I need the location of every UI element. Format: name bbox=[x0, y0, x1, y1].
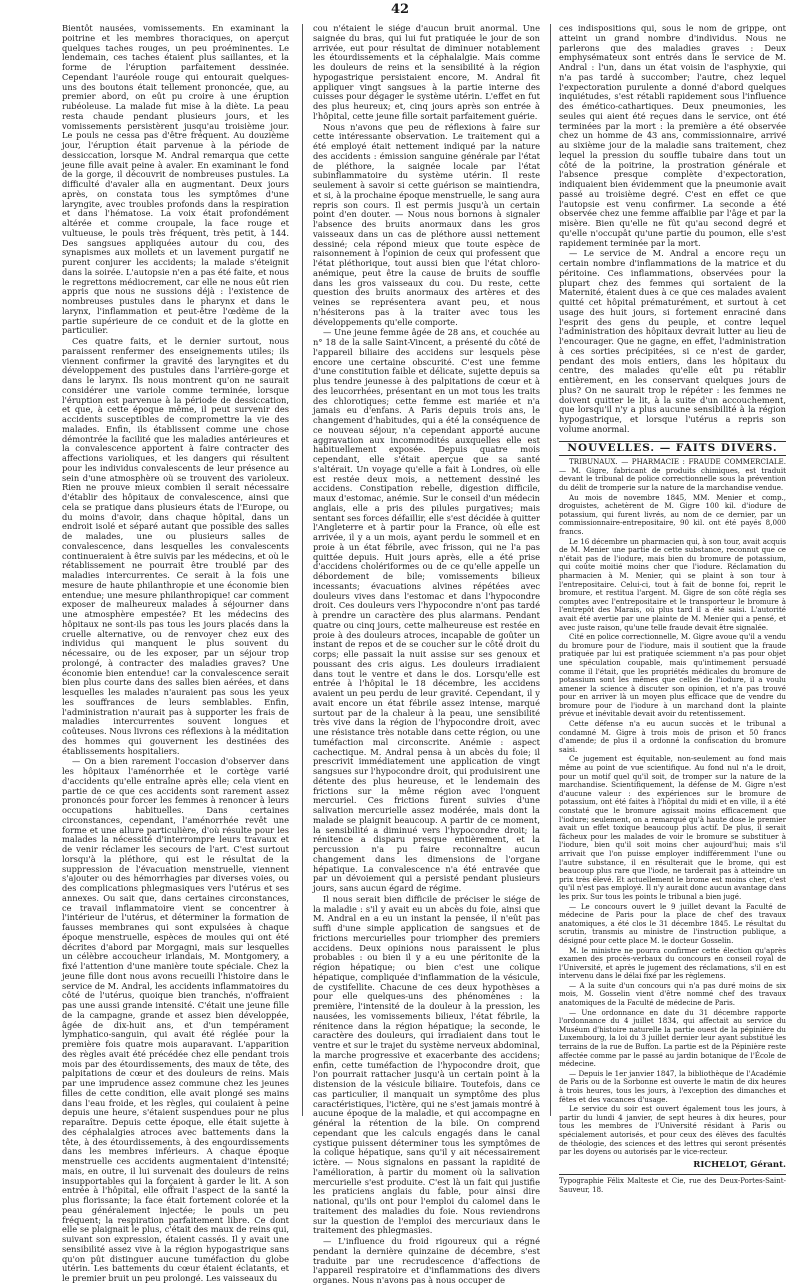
paragraph: — L'influence du froid rigoureux qui a régné pendant la dernière quinzaine de décembre, s'est traduite par une recrudescence d'affections de l'appareil respiratoire et d'inflammations des divers organes. Nous n'avons pas à nous occuper de bbox=[313, 1236, 540, 1285]
column-rule-left bbox=[302, 24, 303, 1116]
paragraph: Ces quatre faits, et le dernier surtout, nous paraissent renfermer des enseignements utiles; ils viennent confirmer la gravité des laryngites et du développement des pustules dans l'arrière-gorge et dans le larynx. Ils nous montrent qu'on ne saurait considérer une variole comme terminée, lorsque l'éruption est parvenue à la période de dessiccation, et que, à cette époque même, il peut survenir des accidents susceptibles de compromettre la vie des malades. Enfin, ils établissent comme une chose démontrée la facilité que les maladies antérieures et la convalescence apportent à faire contracter des affections varioliques, et les dangers qui résultent pour les individus convalescents de leur présence au sein d'une atmosphère où se trouvent des varioleux. Rien ne prouve mieux combien il serait nécessaire d'établir des hôpitaux de convalescence, ainsi que cela se pratique dans plusieurs états de l'Europe, ou du moins d'avoir, dans chaque hôpital, dans un endroit isolé et séparé autant que possible des salles de malades, une ou plusieurs salles de convalescence, dans lesquelles les convalescents continueraient à être suivis par les médecins, et où le rétablissement ne pourrait être troublé par des maladies intercurrentes. Ce serait à la fois une mesure de haute philanthropie et une économie bien entendue; une mesure philanthropique! car comment exposer de malheureux malades à séjourner dans une atmosphère empestée? Et les médecins des hôpitaux ne sont-ils pas tous les jours placés dans la cruelle alternative, ou de renvoyer chez eux des individus qui manquent le plus souvent du nécessaire, ou de les exposer, par un séjour trop prolongé, à contracter des maladies graves? Une économie bien entendue! car la convalescence serait bien plus courte dans des salles bien aérées, et dans lesquelles les malades n'auraient pas sous les yeux les souffrances de leurs semblables. Enfin, l'administration n'aurait pas à supporter les frais de maladies intercurrentes souvent longues et coûteuses. Nous livrons ces réflexions à la méditation des hommes qui gouvernent les destinées des établissements hospitaliers. bbox=[62, 336, 289, 756]
news-paragraph: Ce jugement est équitable, non-seulement au fond mais même au point de vue scientifique. Au fond nul n'a le droit, pour un motif quel qu'il soit, de tromper sur la nature de la marchandise. Scientifiquement, la défense de M. Gigre n'est d'aucune valeur : des expériences sur le bromure de potassium, ont été faites à l'hôpital du midi et en ville, il a été constaté que le bromure agissait moins efficacement que l'iodure; seulement, on a remarqué qu'à haute dose le premier avait un effet toxique beaucoup plus actif. De plus, il serait fâcheux pour les malades de voir le bromure se substituer à l'iodure, bien qu'il soit moins cher aujourd'hui; mais s'il arrivait que l'on puisse employer indifféremment l'une ou l'autre substance, il en résulterait que le brome, qui est beaucoup plus rare que l'iode, ne tarderait pas à atteindre un prix très élevé. Et actuellement le brome est moins cher, c'est qu'il n'est pas employé. Il n'y aurait donc aucun avantage dans les prix. Sur tous les points le tribunal a bien jugé. bbox=[559, 754, 786, 901]
news-paragraph: — Le concours ouvert le 9 juillet devant la Faculté de médecine de Paris pour la place de chef des travaux anatomiques, a été clos le 31 décembre 1845. Le résultat du scrutin, transmis au ministre de l'instruction publique, a désigné pour cette place M. le docteur Gosselin. bbox=[559, 901, 786, 945]
paragraph: Nous n'avons que peu de réflexions à faire sur cette intéressante observation. Le traitement qui a été employé était nettement indiqué par la nature des accidents : émission sanguine générale par l'état de pléthore, la saignée locale par l'état subinflammatoire du système utérin. Il reste seulement à savoir si cette guérison se maintiendra, et si, à la prochaine époque menstruelle, le sang aura repris son cours. Il est permis jusqu'à un certain point d'en douter. — Nous nous bornons à signaler l'absence des bruits anormaux dans les gros vaisseaux dans un cas de pléthore aussi nettement dessiné; cela répond mieux que toute espèce de raisonnement à l'opinion de ceux qui professent que l'état pléthorique, tout aussi bien que l'état chloro-anémique, peut être la cause de bruits de souffle dans les gros vaisseaux du cou. Du reste, cette question des bruits anormaux des artères et des veines se représentera avant peu, et nous n'hésiterons pas à la traiter avec tous les développements qu'elle comporte. bbox=[313, 121, 540, 327]
column-rule-right bbox=[550, 24, 551, 1116]
paragraph: — Le service de M. Andral a encore reçu un certain nombre d'inflammations de la matrice et du péritoine. Ces inflammations, observées pour la plupart chez des femmes qui sortaient de la Maternité, étaient dues à ce que ces malades avaient quitté cet hôpital prématurément, et surtout à cet usage des huit jours, si fortement enraciné dans l'esprit des gens du peuple, et contre lequel l'administration des hôpitaux devrait lutter au lieu de l'encourager. Que ne gagne, en effet, l'administration à ces sorties précipitées, si ce n'est de garder, pendant des mois entiers, dans les hôpitaux du centre, des malades qu'elle eût pu rétablir entièrement, en les conservant quelques jours de plus? On ne saurait trop le répéter : les femmes ne doivent quitter le lit, à la suite d'un accouchement, que lorsqu'il n'y a plus aucune sensibilité à la région hypogastrique, et lorsque l'utérus a repris son volume anormal. bbox=[559, 248, 786, 434]
news-paragraph: — A la suite d'un concours qui n'a pas duré moins de six mois, M. Gosselin vient d'être nommé chef des travaux anatomiques de la Faculté de médecine de Paris. bbox=[559, 980, 786, 1008]
paragraph: — Une jeune femme âgée de 28 ans, et couchée au n° 18 de la salle Saint-Vincent, a présenté du côté de l'appareil biliaire des accidens sur lesquels pèse encore une certaine obscurité. C'est une femme d'une constitution faible et délicate, sujette depuis sa plus tendre jeunesse à des palpitations de cœur et à des leucorrhées, présentant en un mot tous les traits des chlorotiques; cette femme est mariée et n'a jamais eu d'enfans. A Paris depuis trois ans, le changement d'habitudes, qui a été la conséquence de ce nouveau séjour, n'a cependant apporté aucune aggravation aux incommodités auxquelles elle est habituellement exposée. Depuis quatre mois cependant, elle s'était aperçue que sa santé s'altérait. Un voyage qu'elle a fait à Londres, où elle est restée deux mois, a nettement dessiné les accidens. Constipation rebelle, digestion difficile, maux d'estomac, anémie. Sur le conseil d'un médecin anglais, elle a pris des pilules purgatives; mais sentant ses forces défaillir, elle s'est décidée à quitter l'Angleterre et à partir pour la France, où elle est arrivée, il y a un mois, ayant perdu le sommeil et en proie à un état fébrile, avec frisson, qui ne l'a pas quittée depuis. Huit jours après, elle a été prise d'accidens cholériformes ou de ce qu'elle appelle un débordement de bile; vomissements bilieux incessants; évacuations alvines répétées avec douleurs vives dans l'estomac et dans l'hypocondre droit. Ces douleurs vers l'hypocondre n'ont pas tardé à prendre un caractère des plus alarmans. Pendant quatre ou cinq jours, cette malheureuse est restée en proie à des douleurs atroces, incapable de goûter un instant de repos et de se coucher sur le côté droit du corps; elle passait la nuit assise sur ses genoux et poussant des cris aigus. Les douleurs irradiaient dans tout le ventre et dans le dos. Lorsqu'elle est entrée à l'hôpital le 18 décembre, les accidens avaient un peu perdu de leur gravité. Cependant, il y avait encore un état fébrile assez intense, marqué surtout par de la chaleur à la peau, une sensibilité très vive dans la région de l'hypocondre droit, avec une résistance très notable dans cette région, ou une tuméfaction mal circonscrite. Anémie : aspect cachectique. M. Andral pensa à un abcès du foie; il prescrivit immédiatement une application de vingt sangsues sur l'hypocondre droit, qui produisirent une détente des plus heureuse, et le lendemain des frictions sur la même région avec l'onguent mercuriel. Ces frictions furent suivies d'une salivation mercurielle assez modérée, mais dont la malade se plaignit beaucoup. A partir de ce moment, la sensibilité a diminué vers l'hypocondre droit; la rénitence a disparu presque entièrement, et la percussion n'a pu faire reconnaître aucun changement dans les dimensions de l'organe hépatique. La convalescence n'a été entravée que par un dévoiement qui a persisté pendant plusieurs jours, sans aucun égard de régime. bbox=[313, 327, 541, 893]
news-section-title: NOUVELLES. — FAITS DIVERS. bbox=[559, 441, 786, 457]
news-paragraph: — Une ordonnance en date du 31 décembre rapporte l'ordonnance du 4 juillet 1834, qui affectait au service du Muséum d'histoire naturelle la partie ouest de la pépinière du Luxembourg, la loi du 3 juillet dernier leur ayant substitué les terrains de la rue de Buffon. La partie est de la Pépinière reste affectée comme par le passé au jardin botanique de l'École de médecine. bbox=[559, 1007, 786, 1069]
news-paragraph: Au mois de novembre 1845, MM. Menier et comp., droguistes, achetèrent de M. Gigre 100 kil. d'iodure de potassium, qui furent livrés, au nom de ce dernier, par un commissionnaire-entrepositaire, 90 kil. ont été payés 8,000 francs. bbox=[559, 492, 786, 536]
page-number: 42 bbox=[390, 2, 410, 17]
paragraph: — On a bien rarement l'occasion d'observer dans les hôpitaux l'aménorrhée et le cortège varié d'accidents qu'elle entraîne après elle; cela vient en partie de ce que ces accidents sont rarement assez prononcés pour forcer les femmes à renoncer à leurs occupations habituelles. Dans certaines circonstances, cependant, l'aménorrhée revêt une forme et une allure particulière, d'où résulte pour les malades la nécessité d'interrompre leurs travaux et de venir réclamer les secours de l'art. C'est surtout lorsqu'à la pléthore, qui est le résultat de la suppression de l'évacuation menstruelle, viennent s'ajouter ou des hémorrhagies par diverses voies, ou des complications phlegmasiques vers l'utérus et ses annexes. Ou sait que, dans certaines circonstances, ce travail inflammatoire vient se concentrer à l'intérieur de l'utérus, et déterminer la formation de fausses membranes qui sont expulsées à chaque époque menstruelle, espèces de moules qui ont été décrites d'abord par Morgagni, mais sur lesquelles un célèbre accoucheur irlandais, M. Montgomery, a fixé l'attention d'une manière toute spéciale. Chez la jeune fille dont nous avons recueilli l'histoire dans le service de M. Andral, les accidents inflammatoires du côté de l'utérus, quoique bien tranchés, n'offraient pas une aussi grande intensité. C'était une jeune fille de la campagne, grande et assez bien développée, âgée de dix-huit ans, et d'un tempérament lymphatico-sanguin, qui avait été réglée pour la première fois quatre mois auparavant. L'apparition des règles avait été précédée chez elle pendant trois mois par des étourdissements, des maux de tête, des palpitations de cœur et des douleurs de reins. Mais par une imprudence assez commune chez les jeunes filles de cette condition, elle avait plongé ses mains dans l'eau froide, et les règles, qui coulaient à peine depuis une heure, s'étaient suspendues pour ne plus reparaître. Depuis cette époque, elle était sujette à des céphalalgies atroces avec battements dans la tête, à des étourdissements, à des engourdissements dans les membres inférieurs. A chaque époque menstruelle ces accidents augmentaient d'intensité; mais, en outre, il lui survenait des douleurs de reins insupportables qui la forçaient à garder le lit. A son entrée à l'hôpital, elle offrait l'aspect de la santé la plus florissante; la face était fortement colorée et la peau généralement injectée; le pouls un peu fréquent; la respiration parfaitement libre. Ce dont elle se plaignait le plus, c'était des maux de reins qui, suivant son expression, étaient cassés. Il y avait une sensibilité assez vive à la région hypogastrique sans qu'on pût distinguer aucune tuméfaction du globe utérin. Les battements du cœur étaient éclatants, et le premier bruit un peu prolongé. Les vaisseaux du bbox=[62, 756, 289, 1283]
paragraph: Il nous serait bien difficile de préciser le siége de la maladie : s'il y avait eu un abcès du foie, ainsi que M. Andral en a eu un instant la pensée, il n'eût pas suffi d'une simple application de sangsues et de frictions mercurielles pour triompher des premiers accidens. Deux opinions nous paraissent le plus probables : ou bien il y a eu une péritonite de la région hépatique; ou bien c'est une colique hépatique, compliquée d'inflammation de la vésicule, de cystifellite. Chacune de ces deux hypothèses a pour elle quelques-uns des phénomènes : la première, l'intensité de la douleur à la pression, les nausées, les vomissements bilieux, l'état fébrile, la rénitence dans la région hépatique; la seconde, le caractère des douleurs, qui irradiaient dans tout le ventre et sur le trajet du système nerveux abdominal, la marche progressive et exacerbante des accidens; enfin, cette tuméfaction de l'hypocondre droit, que l'on pourrait rattacher jusqu'à un certain point à la distension de la vésicule biliaire. Toutefois, dans ce cas particulier, il manquait un symptôme des plus caractéristiques, l'ictère, qui ne s'est jamais montré à aucune époque de la maladie, et qui accompagne en général la rétention de la bile. On comprend cependant que les calculs engagés dans le canal cystique puissent déterminer tous les symptômes de la colique hépatique, sans qu'il y ait nécessairement ictère. — Nous signalons en passant la rapidité de l'amélioration, à partir du moment où la salivation mercurielle s'est produite. C'est là un fait qui justifie les praticiens anglais du fable, pour ainsi dire national, qu'ils ont pour l'emploi du calomel dans le traitement des maladies du foie. Nous reviendrons sur la question de l'emploi des mercuriaux dans le traitement des phlegmasies. bbox=[313, 893, 540, 1236]
printer-imprint: Typographie Félix Malteste et Cie, rue des Deux-Portes-Saint-Sauveur, 18. bbox=[559, 1174, 786, 1195]
column-3 bbox=[559, 23, 786, 1194]
news-paragraph: — Depuis le 1er janvier 1847, la bibliothèque de l'Académie de Paris ou de la Sorbonne est ouverte le matin de dix heures à trois heures, tous les jours, à l'exception des dimanches et fêtes et des vacances d'usage. bbox=[559, 1068, 786, 1104]
news-paragraph: Le service du soir est ouvert également tous les jours, à partir du lundi 4 janvier, de sept heures à dix heures, pour tous les membres de l'Université résidant à Paris ou spécialement autorisés, et pour ceux des élèves des facultés de théologie, des sciences et des lettres qui seront présentés par les doyens ou autorisés par le vice-recteur. bbox=[559, 1104, 786, 1157]
column-2 bbox=[313, 23, 541, 1285]
paragraph: ces indispositions qui, sous le nom de grippe, ont atteint un grand nombre d'individus. Nous ne parlerons que des maladies graves : Deux emphysémateux sont entrés dans le service de M. Andral : l'un, dans un état voisin de l'asphyxie, qui n'a pas tardé à succomber; l'autre, chez lequel l'expectoration purulente a donné d'abord quelques inquiétudes, s'est rétabli rapidement sous l'influence des émético-cathartiques. Deux pneumonies, les seules qui aient été reçues dans le service, ont été terminées par la mort : la première a été observée chez un homme de 43 ans, commissionnaire, arrivé au sixième jour de la maladie sans traitement, chez lequel la pression du souffle tubaire dans tout un côté de la poitrine, la prostration générale et l'absence presque complète d'expectoration, indiquaient bien évidemment que la pneumonie avait passé au troisième degré. C'est en effet ce que l'autopsie est venu confirmer. La seconde a été observée chez une femme affaiblie par l'âge et par la misère. Bien qu'elle ne fût qu'au second degré et qu'elle n'occupât qu'une partie du poumon, elle s'est rapidement terminée par la mort. bbox=[559, 23, 786, 248]
news-paragraph: Cette défense n'a eu aucun succès et le tribunal a condamné M. Gigre à trois mois de prison et 50 francs d'amende; de plus il a ordonné la confiscation du bromure saisi. bbox=[559, 719, 786, 754]
news-paragraph: M. le ministre ne pourra confirmer cette élection qu'après examen des procès-verbaux du concours en conseil royal de l'Université, et après le jugement des réclamations, s'il en est intervenu dans le délai fixé par les règlemens. bbox=[559, 945, 786, 981]
news-section bbox=[559, 458, 786, 1157]
news-paragraph: Le 16 décembre un pharmacien qui, à son tour, avait acquis de M. Menier une partie de cette substance, reconnut que ce n'était pas de l'iodure, mais bien du bromure de potassium, qui coûte moitié moins cher que l'iodure. Réclamation du pharmacien à M. Menier, qui se plaint à son tour à l'entrepositaire. Celui-ci, tout à fait de bonne foi, reprit le bromure, et restitua l'argent. M. Gigre de son côté régla ses comptes avec l'entrepositaire et le transporteur le bromure à l'entrepôt des Marais, où plus tard il a été saisi. L'autorité avait été avertie par une plainte de M. Menier qui a pensé, et avec juste raison, qu'une telle fraude devait être signalée. bbox=[559, 536, 786, 632]
paragraph: cou n'étaient le siége d'aucun bruit anormal. Une saignée du bras, qui lui fut pratiquée le jour de son arrivée, eut pour résultat de diminuer notablement les étourdissements et la céphalalgie. Mais comme les douleurs de reins et la sensibilité à la région hypogastrique persistaient encore, M. Andral fit appliquer vingt sangsues à la partie interne des cuisses pour dégager le système utérin. L'effet en fut des plus heureux; et, cinq jours après son entrée à l'hôpital, cette jeune fille sortait parfaitement guérie. bbox=[313, 23, 540, 121]
signature: RICHELOT, Gérant. bbox=[693, 1159, 786, 1170]
paragraph: Bientôt nausées, vomissements. En examinant la poitrine et les membres thoraciques, on aperçut quelques taches rouges, un peu proéminentes. Le lendemain, ces taches étaient plus saillantes, et la forme de l'éruption parfaitement dessinée. Cependant l'auréole rouge qui entourait quelques-uns des boutons était tellement prononcée, que, au premier abord, on eût pu croire à une éruption rubéoleuse. La malade fut mise à la diète. La peau resta chaude pendant plusieurs jours, et les vomissements persistèrent jusqu'au troisième jour. Le pouls ne cessa pas d'être fréquent. Au douzième jour, l'éruption était parvenue à la période de dessiccation, lorsque M. Andral remarqua que cette jeune fille avait peine à avaler. En examinant le fond de la gorge, il découvrit de nombreuses pustules. La difficulté d'avaler alla en augmentant. Deux jours après, on constata tous les symptômes d'une laryngite, avec troubles profonds dans la respiration et dans l'hématose. La voix était profondément altérée et comme croupale, la face rouge et vultueuse, le pouls très fréquent, très petit, à 144. Des sangsues appliquées autour du cou, des synapismes aux mollets et un lavement purgatif ne purent conjurer les accidents; la malade s'éteignit dans la soirée. L'autopsie n'en a pas été faite, et nous le regrettons médiocrement, car elle ne nous eût rien appris que nous ne sussions déjà : l'existence de nombreuses pustules dans le pharynx et dans le larynx, l'inflammation et peut-être l'œdème de la partie supérieure de ce conduit et de la glotte en particulier. bbox=[62, 23, 289, 336]
column-1 bbox=[62, 23, 289, 1283]
news-paragraph: Cité en police correctionnelle, M. Gigre avoue qu'il a vendu du bromure pour de l'iodure, mais il soutient que la fraude pratiquée par lui est pratiquée sciemment n'a pas pour objet une spéculation coupable, mais qu'intimement persuadé comme il l'était, que les propriétés médicales du bromure de potassium sont les mêmes que celles de l'iodure, il a voulu amener la science à discuter son opinion, et n'a pas trouvé pour en arriver là un moyen plus efficace que de vendre du bromure pour de l'iodure à un marchand dont la plainte prévue et inévitable devait avoir du retentissement. bbox=[559, 632, 786, 719]
news-paragraph: TRIBUNAUX. — PHARMACIE : FRAUDE COMMERCIALE. — M. Gigre, fabricant de produits chimiques, est traduit devant le tribunal de police correctionnelle sous la prévention du délit de tromperie sur la nature de la marchandise vendue. bbox=[559, 457, 786, 493]
